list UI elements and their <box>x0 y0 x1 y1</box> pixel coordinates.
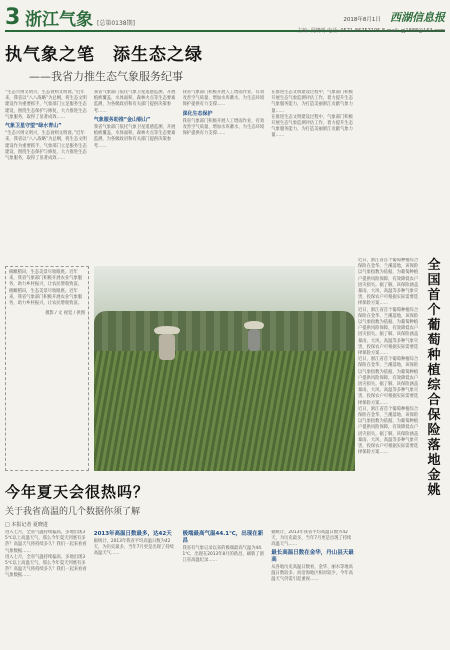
lead-text-2: 我省气象部门依托气象卫星遥感监测，开展植被覆盖、水体面积、森林火点等生态要素监测，为各级政府和有关部门提供决策参考…… <box>93 90 176 114</box>
side-text-2: 近日，浙江省首个葡萄种植综合保险在金华、兰溪落地，该保险以气象指数为依据，为葡萄种植户提供风险保障，有效降低农户因灾损失。据了解，该保险涵盖暴雨、大风、高温等多种气象灾害，投保农户可根据实际需要选择保险方案…… <box>358 307 419 357</box>
lead-text-1: “生态兴则文明兴，生态衰则文明衰。”近年来，我省以“八八战略”为总纲，将生态文明建设作为重要抓手，气象部门立足服务生态建设，围绕生态保护与修复，大力推进生态气象服务，取得了显著成效…… <box>5 90 87 120</box>
lead-text-3: 我省气象部门积极开展人工增雨作业，有效改善空气质量、增加水库蓄水，为生态环境保护提供有力支撑…… <box>182 90 265 108</box>
lead-text-3b: 我省气象部门积极开展人工增雨作业，有效改善空气质量、增加水库蓄水，为生态环境保护提供有力支撑…… <box>182 118 265 137</box>
lead-title: 执气象之笔 添生态之绿 <box>5 45 203 65</box>
lead-column-2 <box>94 90 178 260</box>
second-title: 今年夏天会很热吗？ <box>5 483 150 501</box>
side-text-4: 近日，浙江省首个葡萄种植综合保险在金华、兰溪落地，该保险以气象指数为依据，为葡萄种植户提供风险保障，有效降低农户因灾损失。据了解，该保险涵盖暴雨、大风、高温等多种气象灾害，投保农户可根据实际需要选择保险方案…… <box>358 406 419 456</box>
photo-section <box>5 266 355 471</box>
second-column-4 <box>271 530 355 650</box>
second-text-1: 进入七月，全省气温持续偏高，多地出现35℃以上高温天气，那么今年夏天到底有多热？高温天气将持续多久？我们一起来看看气象数据…… <box>5 530 87 554</box>
rice-field-photo <box>94 266 355 471</box>
side-vertical-title: 全国首个葡萄种植综合保险落地金姚 <box>427 258 441 498</box>
second-text-3: 我省有气象记录以来的极端最高气温为44.1℃，出现在2013年8月的新昌，刷新了浙江省高温纪录…… <box>182 546 264 564</box>
side-text-3: 近日，浙江省首个葡萄种植综合保险在金华、兰溪落地，该保险以气象指数为依据，为葡萄种植户提供风险保障，有效降低农户因灾损失。据了解，该保险涵盖暴雨、大风、高温等多种气象灾害，投保农户可根据实际需要选择保险方案…… <box>358 357 419 406</box>
second-subhead-4: 最长高温日数在金华，丹山县天最高 <box>271 549 354 563</box>
second-column-3 <box>183 530 267 650</box>
second-subtitle: 关于我省高温的几个数据你须了解 <box>5 507 141 517</box>
lead-column-1 <box>5 90 89 260</box>
issue-date: 2018年8月1日 <box>343 17 381 23</box>
lead-column-4 <box>271 90 355 260</box>
lead-text-1b: “生态兴则文明兴，生态衰则文明衰。”近年来，我省以“八八战略”为总纲，将生态文明建设作为重要抓手，气象部门立足服务生态建设，围绕生态保护与修复，大力推进生态气象服务，取得了显著成效…… <box>5 131 87 162</box>
second-column-2 <box>94 530 178 650</box>
lead-columns <box>5 90 355 260</box>
lead-text-4: 在推进生态文明建设过程中，气象部门积极开展生态气象监测评估工作，着力提升生态气象服务能力，为打造美丽浙江贡献气象力量…… <box>271 90 353 114</box>
side-text-1: 近日，浙江省首个葡萄种植综合保险在金华、兰溪落地，该保险以气象指数为依据，为葡萄种植户提供风险保障，有效降低农户因灾损失。据了解，该保险涵盖暴雨、大风、高温等多种气象灾害，投保农户可根据实际需要选择保险方案…… <box>358 258 419 307</box>
section-title: 浙江气象 <box>25 9 93 30</box>
lead-subhead-3: 深化生态保护 <box>182 110 213 117</box>
second-text-2: 据统计，2013年我省平均高温日数为42天，为历史最多，当年7月更是出现了持续高温天气…… <box>93 539 174 557</box>
side-article-body <box>358 258 420 633</box>
second-headline <box>5 481 355 528</box>
lead-text-4b: 在推进生态文明建设过程中，气象部门积极开展生态气象监测评估工作，着力提升生态气象服务能力，为打造美丽浙江贡献气象力量…… <box>271 114 353 139</box>
masthead <box>5 4 445 32</box>
second-subhead-2: 2013年高温日数最多，达42天 <box>93 531 172 537</box>
photo-field <box>94 351 355 471</box>
photo-credit: 摄影 / 文 视觉 / 供图 <box>45 311 85 317</box>
second-byline: □ 本报记者 夏晓进 <box>5 522 48 528</box>
editor-contact: 主编: 夏晓明 电话: 0571-86757195 E-mail: gj1888@163.com <box>297 28 445 34</box>
farmer-figure-1 <box>154 326 180 360</box>
second-text-1b: 进入七月，全省气温持续偏高，多地出现35℃以上高温天气，那么今年夏天到底有多热？高温天气将持续多久？我们一起来看看气象数据…… <box>5 554 87 579</box>
second-columns <box>5 530 355 650</box>
caption-text: 俯瞰稻田，生态美景尽收眼底。近年来，我省气象部门积极开展农业气象服务，助力乡村振兴，让农民增收致富。 <box>9 270 83 288</box>
lead-headline <box>5 40 445 84</box>
second-column-1 <box>5 530 89 650</box>
lead-text-2b: 我省气象部门依托气象卫星遥感监测，开展植被覆盖、水体面积、森林火点等生态要素监测，为各级政府和有关部门提供决策参考…… <box>93 125 176 149</box>
second-subhead-3: 极端最高气温44.1℃，出现在新昌 <box>182 531 264 544</box>
issue-number: [总第0138期] <box>97 19 135 27</box>
lead-subhead-2: 气象服务助推“金山银山” <box>93 116 151 123</box>
brand-logo: 西湖信息报 <box>390 11 445 24</box>
second-text-4a: 据统计，2013年我省平均高温日数为42天，为历史最多，当年7月更是出现了持续高温天气…… <box>271 530 352 548</box>
lead-subtitle: ——我省力推生态气象服务纪事 <box>29 70 183 83</box>
photo-caption <box>5 266 89 471</box>
farmer-figure-2 <box>244 321 264 351</box>
second-text-4: 从各地历史高温日数看，金华、丽水等地高温日数较多，而沿海地区相对较少，今年高温天气仍需引起重视…… <box>271 564 353 583</box>
caption-text-2: 俯瞰稻田，生态美景尽收眼底。近年来，我省气象部门积极开展农业气象服务，助力乡村振兴，让农民增收致富。 <box>9 288 83 307</box>
lead-column-3 <box>183 90 267 260</box>
lead-subhead-1: 气象卫星守望“绿水青山” <box>5 123 62 130</box>
masthead-info <box>297 6 445 34</box>
page-number: 3 <box>5 4 21 30</box>
photo-trees <box>94 311 355 351</box>
